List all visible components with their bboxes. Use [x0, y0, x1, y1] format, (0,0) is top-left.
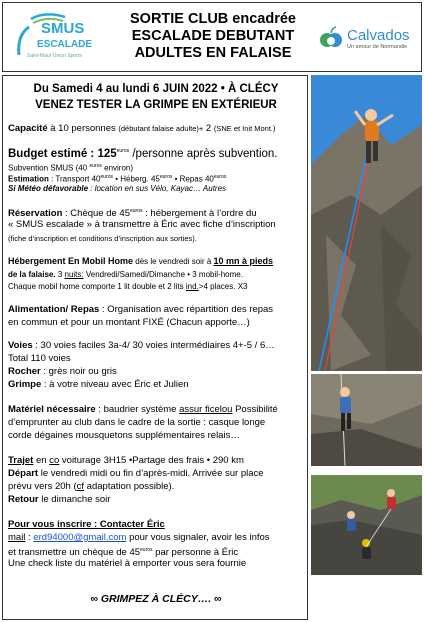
hebergement-label: Hébergement En Mobil Home: [8, 256, 134, 266]
alimentation-label: Alimentation/ Repas: [8, 304, 100, 315]
title-line-1: SORTIE CLUB encadrée: [130, 11, 296, 27]
subvention-line: Subvention SMUS (40 $^{euros}$ environ): [8, 163, 134, 173]
hebergement-line-2: de la falaise. 3 nuits: Vendredi/Samedi/Dimanche • 3 mobil-home.: [8, 270, 243, 279]
budget-amount: 125: [94, 147, 117, 160]
event-tagline: VENEZ TESTER LA GRIMPE EN EXTÉRIEUR: [35, 99, 277, 111]
smus-logo-text: SMUS: [41, 20, 85, 37]
email-link[interactable]: erd94000@gmail.com: [33, 532, 127, 543]
voies-line: Voies : 30 voies faciles 3a-4/ 30 voies intermédiaires 4+-5 / 6…: [8, 340, 275, 351]
materiel-line-3: corde dégaines mousquetons supplémentaires relais…: [8, 430, 240, 441]
info-box: [2, 75, 308, 620]
calvados-logo-sub: Un amour de Normandie: [347, 44, 408, 50]
reservation-line-3: (fiche d’inscription et conditions d’inscription aux sorties).: [8, 234, 197, 243]
inscription-line-2: et transmettre un chèque de $45^{euros}$ par personne à Éric: [8, 547, 239, 559]
calvados-logo: [319, 25, 419, 55]
depart-line: Départ le vendredi midi ou fin d’après-midi. Arrivée sur place: [8, 468, 264, 479]
calvados-apple-icon: [319, 25, 343, 51]
trajet-label: Trajet: [8, 455, 34, 466]
calvados-logo-text: Calvados: [347, 27, 410, 44]
capacity-label: Capacité: [8, 123, 48, 134]
reservation-line-2: « SMUS escalade » à transmettre à Éric avec fiche d’inscription: [8, 219, 276, 230]
trajet-line-1: Trajet en co voiturage 3H15 •Partage des frais • 290 km: [8, 455, 244, 466]
header-box: [2, 2, 422, 72]
inscription-line-3: Une check liste du matériel à emporter vous sera fournie: [8, 558, 247, 569]
alimentation-line-2: en commun et pour un montant FIXÉ (Chacun apporte…): [8, 317, 250, 328]
footer-slogan: ∞ GRIMPEZ À CLÉCY…. ∞: [90, 593, 222, 605]
meteo-line: Si Météo défavorable : location en sus Vélo, Kayac… Autres: [8, 184, 227, 193]
page-title: [103, 11, 323, 62]
alimentation-line-1: Alimentation/ Repas : Organisation avec répartition des repas: [8, 304, 274, 315]
trajet-line-3: prévu vers 20h (cf adaptation possible).: [8, 481, 175, 492]
title-line-3: ADULTES EN FALAISE: [134, 45, 292, 61]
materiel-line-2: d’emprunter au club dans le cadre de la sortie : casque longe: [8, 417, 266, 428]
grimpe-line: Grimpe : à votre niveau avec Éric et Julien: [8, 379, 189, 390]
inscription-heading: Pour vous inscrire : Contacter Éric: [8, 519, 165, 530]
reservation-line-1: Réservation : Chèque de $45^{euros}$ : hébergement à l’ordre du: [8, 208, 257, 220]
smus-logo: [9, 9, 101, 67]
voies-label: Voies: [8, 340, 33, 351]
smus-logo-tagline: Saint-Maur Union Sports: [27, 53, 82, 59]
materiel-label: Matériel nécessaire: [8, 404, 96, 415]
retour-line: Retour le dimanche soir: [8, 494, 111, 505]
budget-label: Budget estimé :: [8, 147, 95, 160]
rocher-line: Rocher : grès noir ou gris: [8, 366, 117, 377]
photo-climber-2: [311, 374, 422, 466]
inscription-line-1: mail : erd94000@gmail.com pour vous signaler, avoir les infos: [8, 532, 270, 543]
reservation-label: Réservation: [8, 208, 63, 220]
photo-climber-1: [311, 75, 422, 371]
photo-climbers-3: [311, 475, 422, 575]
estimation-line: Estimation : Transport $40^{euros}$ • Héberg. $45^{euros}$ • Repas $40^{euros}$: [8, 174, 227, 184]
hebergement-line-1: Hébergement En Mobil Home dès le vendredi soir à 10 mn à pieds: [8, 256, 274, 266]
voies-total: Total 110 voies: [8, 353, 71, 364]
event-dates: Du Samedi 4 au lundi 6 JUIN 2022 • À CLÉCY: [33, 83, 279, 95]
hebergement-line-3: Chaque mobil home comporte 1 lit double et 2 lits ind.>4 places. X3: [8, 282, 248, 291]
budget-line: Budget estimé : $125^{euros}$ /personne après subvention.: [8, 147, 278, 160]
title-line-2: ESCALADE DEBUTANT: [131, 28, 295, 44]
smus-logo-sub: ESCALADE: [37, 39, 93, 50]
capacity-line: Capacité à 10 personnes (débutant falaise adulte)+ 2 (SNE et Init Mont.): [8, 123, 276, 134]
materiel-line-1: Matériel nécessaire : baudrier système assur ficelou Possibilité: [8, 404, 278, 415]
